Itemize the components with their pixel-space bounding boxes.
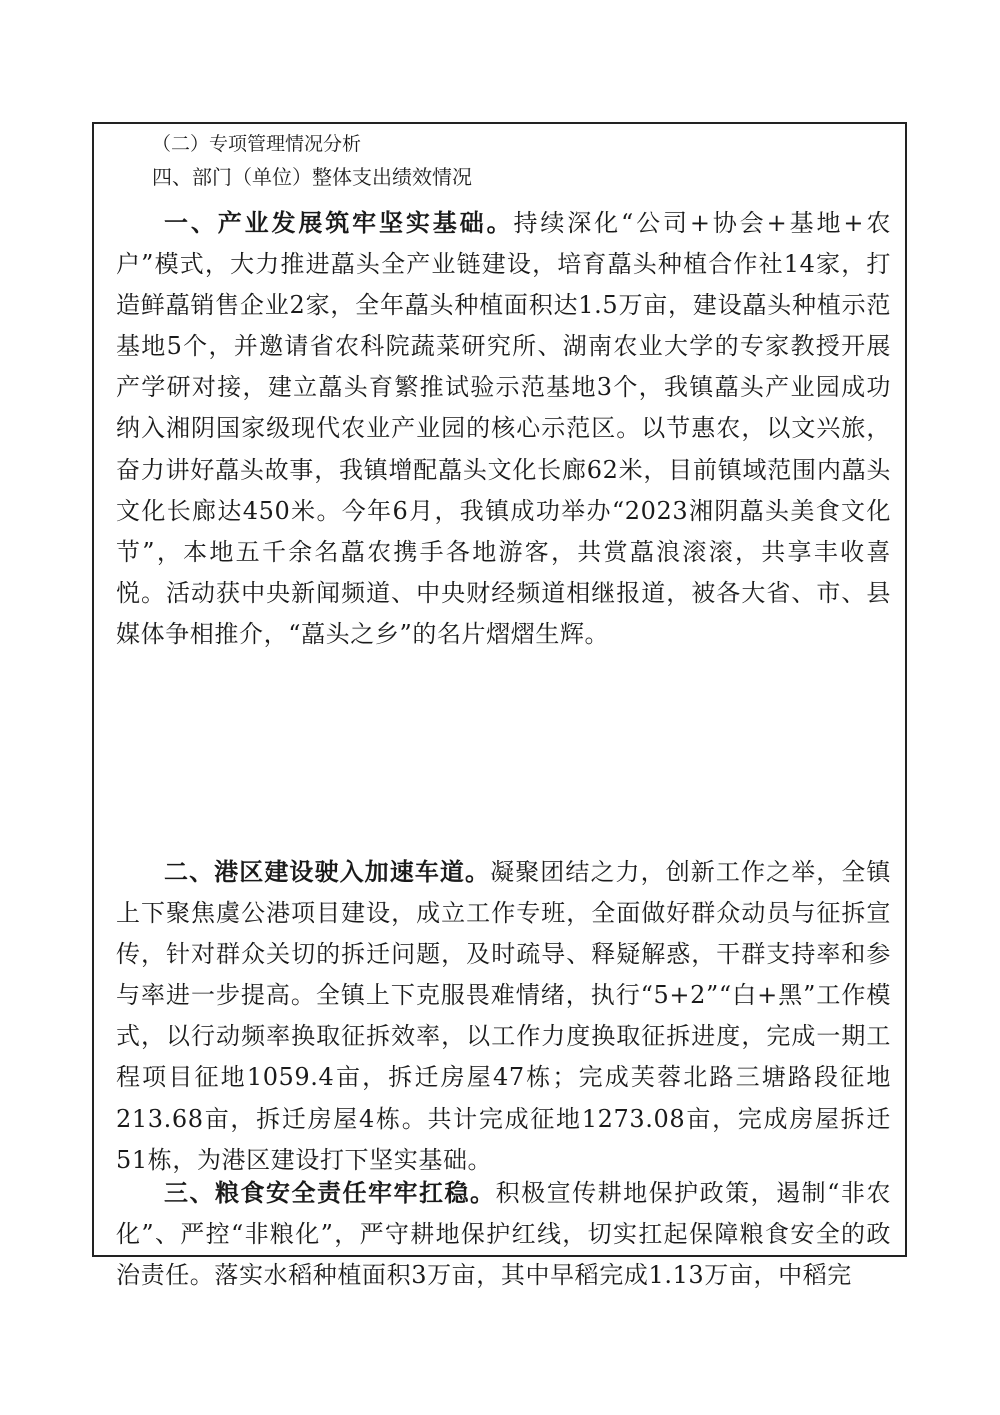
paragraph-industry (116, 202, 891, 655)
paragraph-lead: 三、粮食安全责任牢牢扛稳。 (164, 1178, 496, 1207)
section-2-heading: （二）专项管理情况分析 (152, 133, 362, 155)
section-4-heading: 四、部门（单位）整体支出绩效情况 (152, 165, 472, 189)
document-frame (92, 122, 907, 1290)
paragraph-port (116, 851, 891, 1181)
paragraph-grain (116, 1172, 891, 1296)
paragraph-body: 积极宣传耕地保护政策，遏制“非农化”、严控“非粮化”，严守耕地保护红线，切实扛起保障粮食安全的政治责任。落实水稻种植面积3万亩，其中早稻完成1.13万亩，中稻完 (116, 1179, 891, 1290)
paragraph-body: 凝聚团结之力，创新工作之举，全镇上下聚焦虞公港项目建设，成立工作专班，全面做好群众动员与征拆宣传，针对群众关切的拆迁问题，及时疏导、释疑解惑，干群支持率和参与率进一步提高。全镇上下克服畏难情绪，执行“5+2”“白+黑”工作模式，以行动频率换取征拆效率，以工作力度换取征拆进度，完成一期工程项目征地1059.4亩，拆迁房屋47栋；完成芙蓉北路三塘路段征地213.68亩，拆迁房屋4栋。共计完成征地1273.08亩，完成房屋拆迁51栋，为港区建设打下坚实基础。 (116, 858, 891, 1174)
paragraph-lead: 二、港区建设驶入加速车道。 (164, 857, 491, 886)
paragraph-body: 持续深化“公司+协会+基地+农户”模式，大力推进藠头全产业链建设，培育藠头种植合作社14家，打造鲜藠销售企业2家，全年藠头种植面积达1.5万亩，建设藠头种植示范基地5个，并邀请省农科院蔬菜研究所、湖南农业大学的专家教授开展产学研对接，建立藠头育繁推试验示范基地3个，我镇藠头产业园成功纳入湘阴国家级现代农业产业园的核心示范区。以节惠农，以文兴旅，奋力讲好藠头故事，我镇增配藠头文化长廊62米，目前镇域范围内藠头文化长廊达450米。今年6月，我镇成功举办“2023湘阴藠头美食文化节”，本地五千余名藠农携手各地游客，共赏藠浪滚滚，共享丰收喜悦。活动获中央新闻频道、中央财经频道相继报道，被各大省、市、县媒体争相推介，“藠头之乡”的名片熠熠生辉。 (116, 209, 891, 648)
paragraph-lead: 一、产业发展筑牢坚实基础。 (164, 208, 514, 237)
